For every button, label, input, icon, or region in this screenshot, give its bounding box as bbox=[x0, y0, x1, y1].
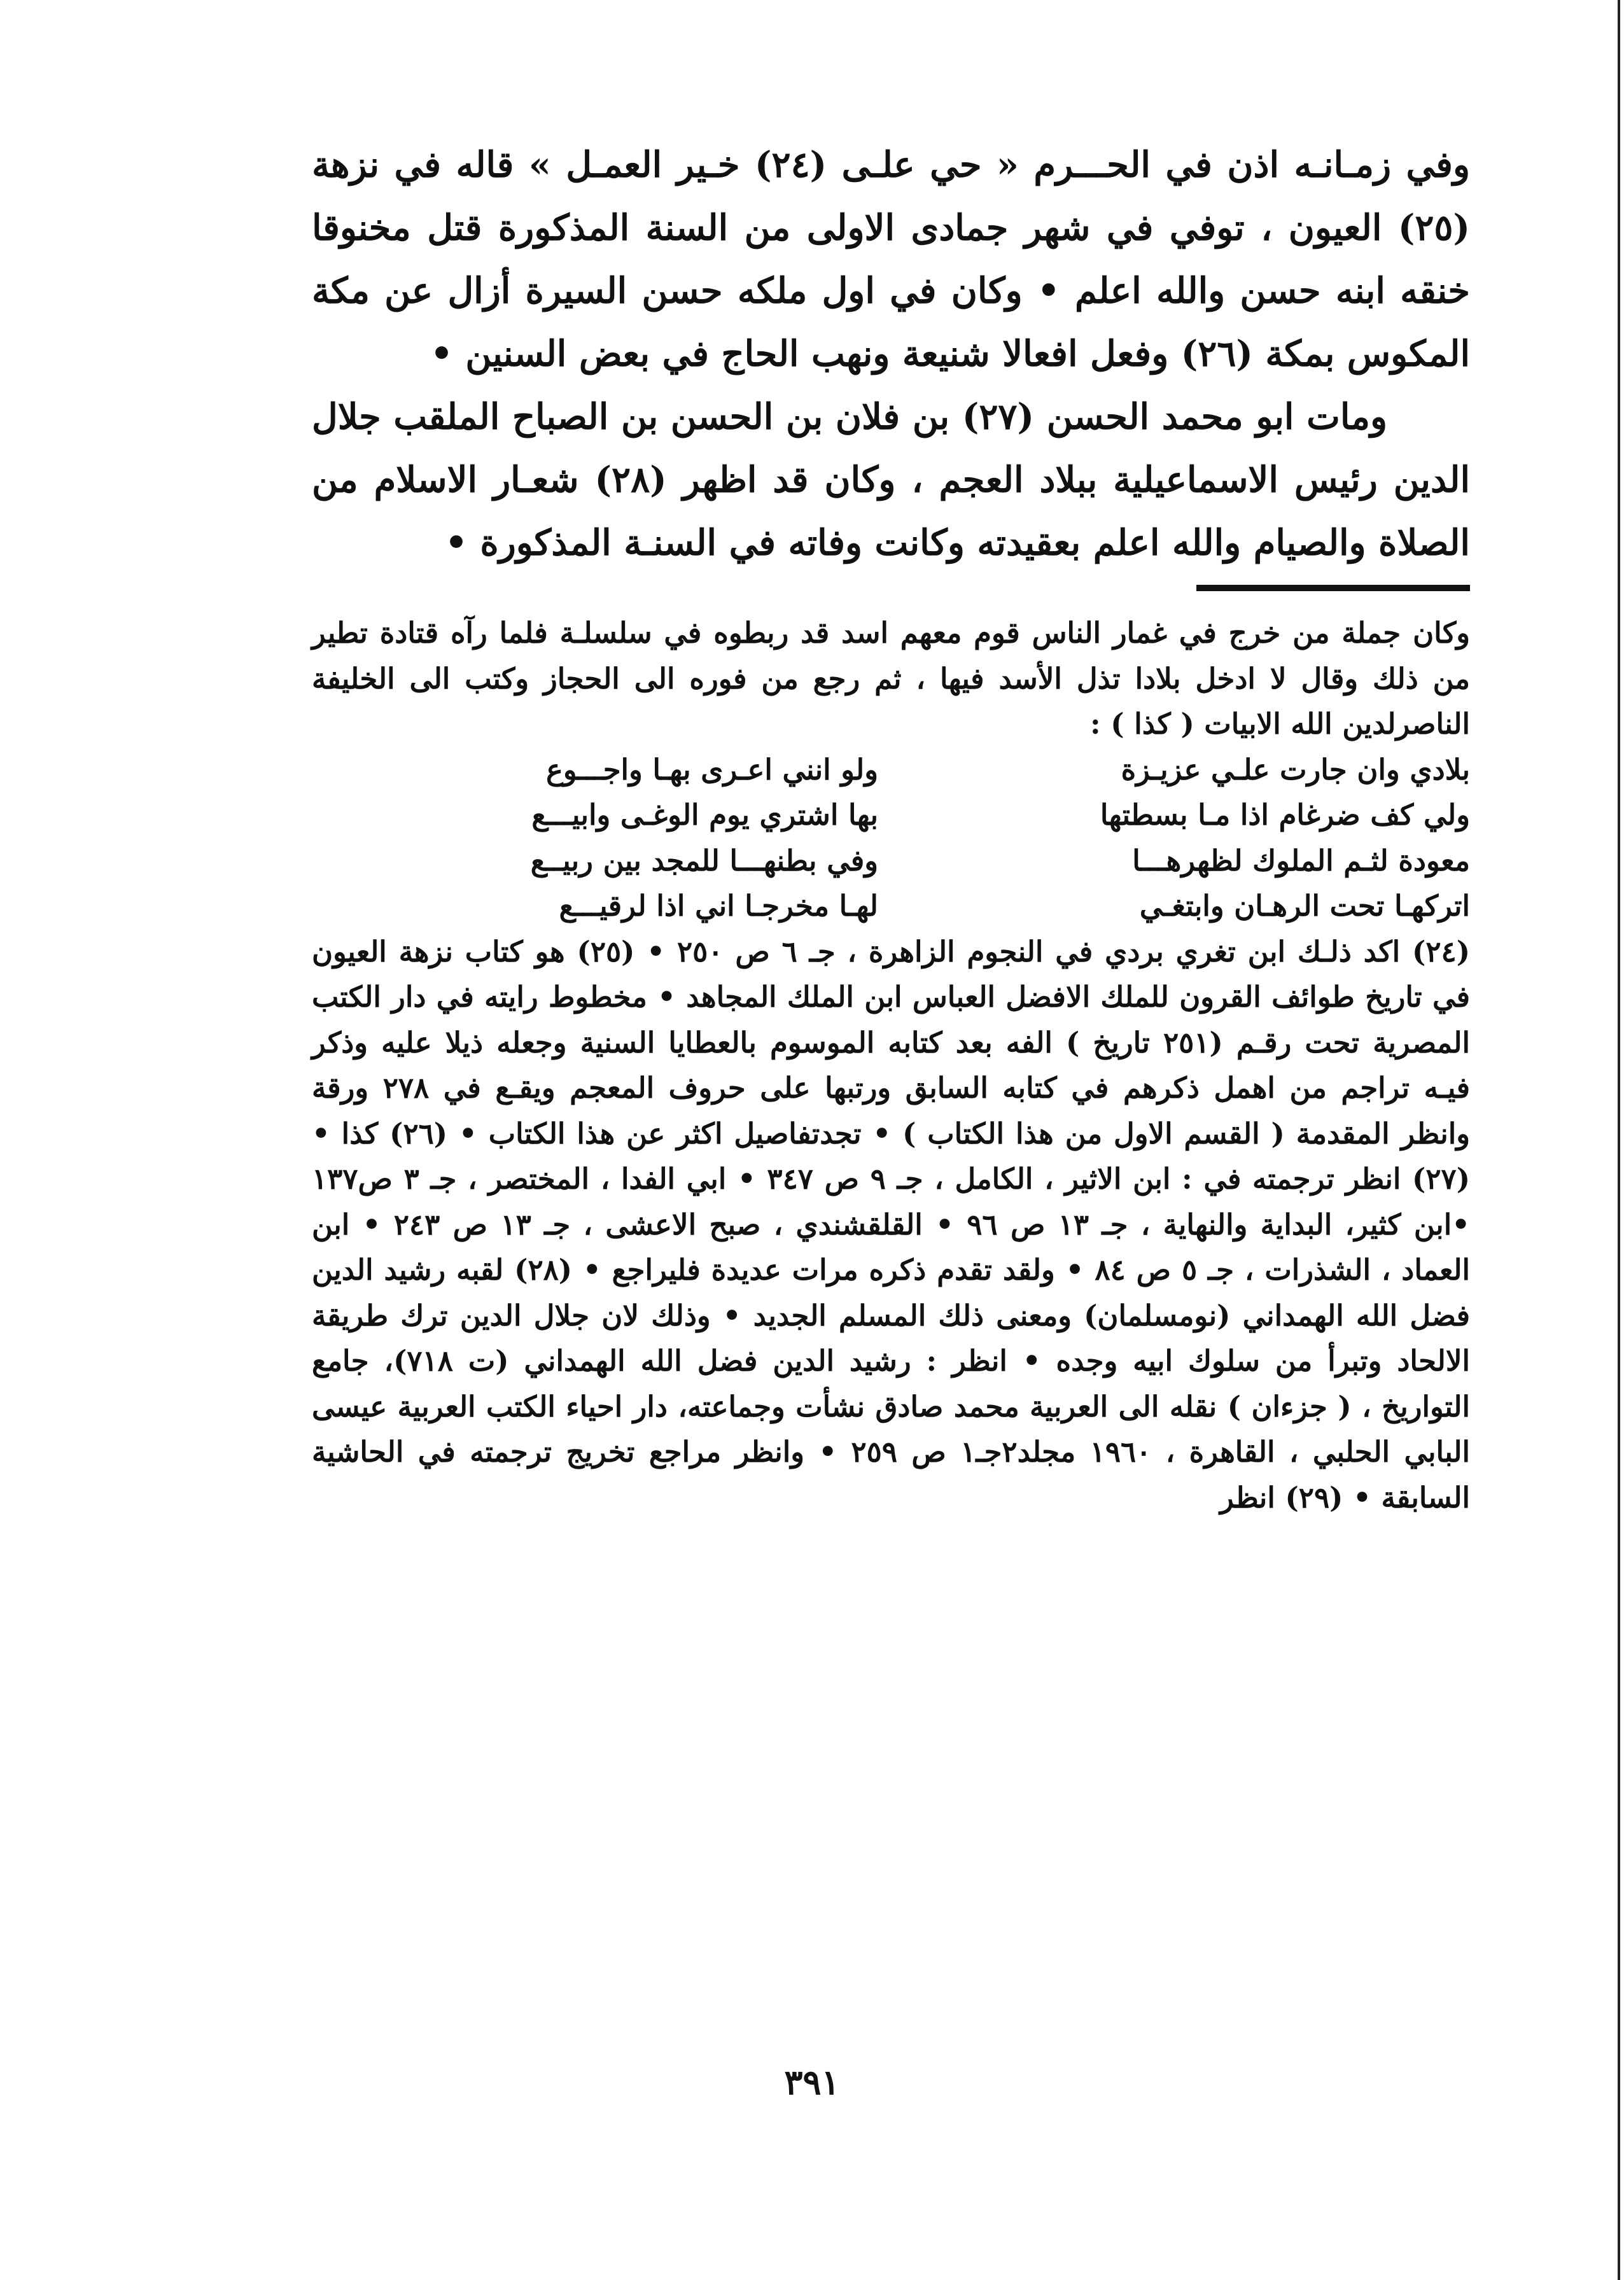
verse-line-3 bbox=[312, 838, 1470, 884]
footnotes-body: (٢٤) اكد ذلـك ابن تغري بردي في النجوم الزاهرة ، جـ ٦ ص ٢٥٠ • (٢٥) هو كتاب نزهة العيون في تاريخ طوائف القرون للملك الافضل العباس ابن الملك المجاهد • مخطوط رايته في دار الكتب المصرية تحت رقـم (٢٥١ تاريخ ) الفه بعد كتابه الموسوم بالعطايا السنية وجعله ذيلا عليه وذكر فيـه تراجم من اهمل ذكرهم في كتابه السابق ورتبها على حروف المعجم ويقـع في ٢٧٨ ورقة وانظر المقدمة ( القسم الاول من هذا الكتاب ) • تجدتفاصيل اكثر عن هذا الكتاب • (٢٦) كذا • (٢٧) انظر ترجمته في : ابن الاثير ، الكامل ، جـ ٩ ص ٣٤٧ • ابي الفدا ، المختصر ، جـ ٣ ص١٣٧ •ابن كثير، البداية والنهاية ، جـ ١٣ ص ٩٦ • القلقشندي ، صبح الاعشى ، جـ ١٣ ص ٢٤٣ • ابن العماد ، الشذرات ، جـ ٥ ص ٨٤ • ولقد تقدم ذكره مرات عديدة فليراجع • (٢٨) لقبه رشيد الدين فضل الله الهمداني (نومسلمان) ومعنى ذلك المسلم الجديد • وذلك لان جلال الدين ترك طريقة الالحاد وتبرأ من سلوك ابيه وجده • انظر : رشيد الدين فضل الله الهمداني (ت ٧١٨)، جامع التواريخ ، ( جزءان ) نقله الى العربية محمد صادق نشأت وجماعته، دار احياء الكتب العربية عيسى البابي الحلبي ، القاهرة ، ١٩٦٠ مجلد٢جـ١ ص ٢٥٩ • وانظر مراجع تخريج ترجمته في الحاشية السابقة • (٢٩) انظر bbox=[312, 934, 1471, 1514]
verse-line-1 bbox=[312, 747, 1470, 793]
verse-3-first-hemistich: معودة لثـم الملوك لظهرهـــا bbox=[1132, 843, 1470, 878]
verse-line-4 bbox=[312, 883, 1470, 929]
document-page bbox=[312, 134, 1470, 1520]
verse-3-second-hemistich: وفي بطنهـــا للمجد بين ربيــع bbox=[530, 843, 878, 878]
verse-line-2 bbox=[312, 792, 1470, 838]
verse-1-second-hemistich: ولو انني اعـرى بهـا واجـــوع bbox=[546, 752, 878, 787]
verse-1-first-hemistich: بلادي وان جارت علـي عزيـزة bbox=[1121, 752, 1470, 787]
page-edge-line bbox=[1618, 0, 1620, 2280]
footnote-intro: وكان جملة من خرج في غمار الناس قوم معهم اسد قد ربطوه في سلسلـة فلما رآه قتادة تطير من ذلك وقال لا ادخل بلادا تذل الأسد فيها ، ثم رجع من فوره الى الحجاز وكتب الى الخليفة الناصرلدين الله الابيات ( كذا ) : bbox=[312, 616, 1470, 741]
main-paragraph-2: ومات ابو محمد الحسن (٢٧) بن فلان بن الحسن بن الصباح الملقب جلال الدين رئيس الاسماعيلية ببلاد العجم ، وكان قد اظهر (٢٨) شعـار الاسلام من الصلاة والصيام والله اعلم بعقيدته وكانت وفاته في السنـة المذكورة • bbox=[312, 396, 1470, 564]
page-number: ٣٩١ bbox=[784, 2062, 840, 2102]
verse-2-second-hemistich: بها اشتري يوم الوغـى وابيـــع bbox=[531, 798, 878, 832]
verse-2-first-hemistich: ولي كف ضرغام اذا مـا بسطتها bbox=[1100, 798, 1470, 832]
verse-4-first-hemistich: اتركهـا تحت الرهـان وابتغـي bbox=[1139, 889, 1470, 923]
main-paragraph-1: وفي زمـانـه اذن في الحـــرم « حي علـى (٢٤) خـير العمـل » قاله في نزهة (٢٥) العيون ، توفي في شهر جمادى الاولى من السنة المذكورة قتل مخنوقا خنقه ابنه حسن والله اعلم • وكان في اول ملكه حسن السيرة أزال عن مكة المكوس بمكة (٢٦) وفعل افعالا شنيعة ونهب الحاج في بعض السنين • bbox=[312, 144, 1470, 375]
footnote-separator bbox=[1196, 585, 1470, 591]
verse-4-second-hemistich: لهـا مخرجـا اني اذا لرقيـــع bbox=[559, 889, 878, 923]
footnotes bbox=[312, 610, 1470, 1520]
main-text bbox=[312, 134, 1470, 575]
